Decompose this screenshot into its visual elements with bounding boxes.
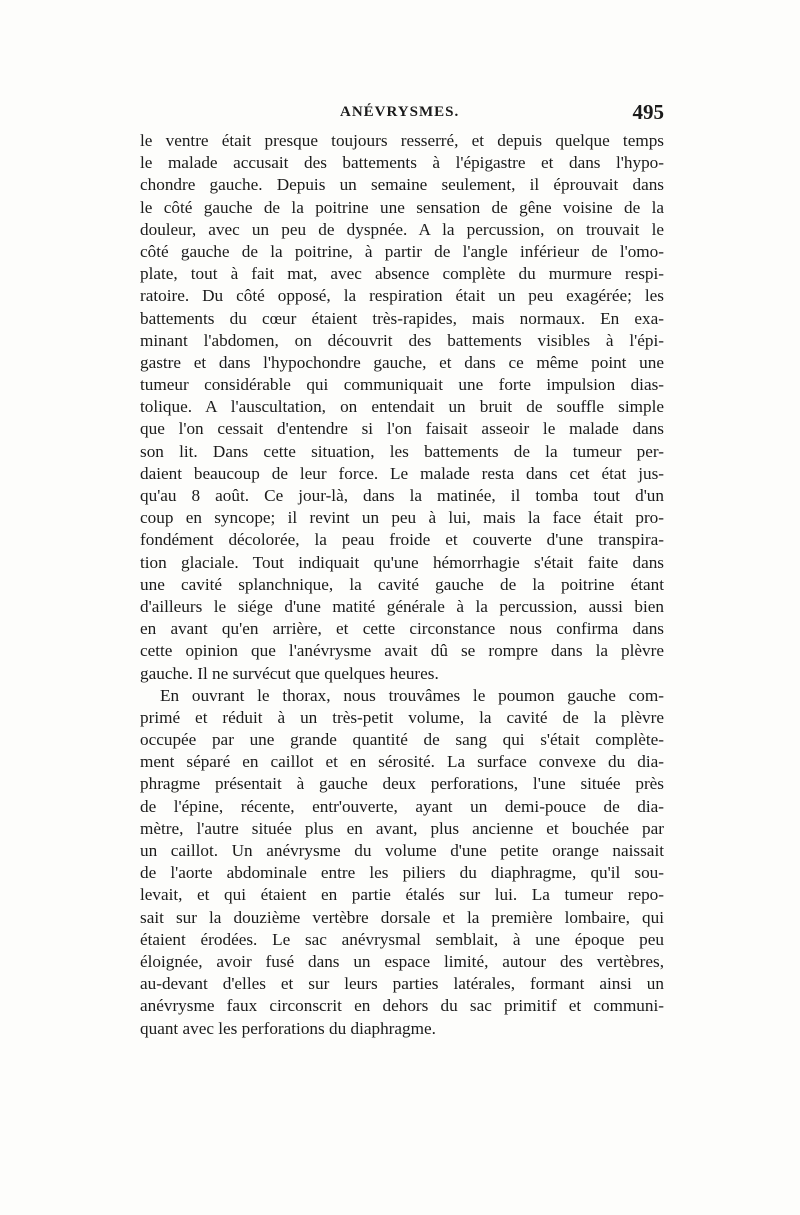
running-title: ANÉVRYSMES. (340, 104, 460, 120)
text-line: minant l'abdomen, on découvrit des battements visibles à l'épi- (140, 330, 664, 350)
text-line: étaient érodées. Le sac anévrysmal semblait, à une époque peu (140, 929, 664, 949)
text-line: anévrysme faux circonscrit en dehors du sac primitif et communi- (140, 996, 664, 1016)
body-text (140, 130, 664, 1040)
text-line: d'ailleurs le siége d'une matité générale à la percussion, aussi bien (140, 596, 664, 616)
text-line: battements du cœur étaient très-rapides, mais normaux. En exa- (140, 308, 664, 328)
text-line: coup en syncope; il revint un peu à lui, mais la face était pro- (140, 508, 664, 528)
text-line: un caillot. Un anévrysme du volume d'une petite orange naissait (140, 841, 664, 860)
text-line: douleur, avec un peu de dyspnée. A la percussion, on trouvait le (140, 219, 664, 239)
text-line: primé et réduit à un très-petit volume, la cavité de la plèvre (140, 707, 664, 727)
text-line: une cavité splanchnique, la cavité gauche de la poitrine étant (140, 574, 664, 594)
text-line: ratoire. Du côté opposé, la respiration était un peu exagérée; les (140, 286, 664, 306)
text-line: au-devant d'elles et sur leurs parties latérales, formant ainsi un (140, 974, 664, 994)
text-line: En ouvrant le thorax, nous trouvâmes le poumon gauche com- (160, 685, 664, 705)
text-line: gauche. Il ne survécut que quelques heures. (140, 663, 439, 683)
text-line: fondément décolorée, la peau froide et couverte d'une transpira- (140, 530, 664, 550)
text-line: sait sur la douzième vertèbre dorsale et la première lombaire, qui (140, 907, 664, 927)
text-line: le ventre était presque toujours resserré, et depuis quelque temps (140, 131, 664, 150)
text-line: daient beaucoup de leur force. Le malade resta dans cet état jus- (140, 463, 664, 483)
text-line: le malade accusait des battements à l'épigastre et dans l'hypo- (140, 153, 664, 173)
text-line: phragme présentait à gauche deux perforations, l'une située près (140, 774, 664, 794)
page-header (140, 100, 664, 128)
page-number: 495 (632, 100, 664, 124)
text-line: occupée par une grande quantité de sang qui s'était complète- (140, 730, 664, 750)
text-line: éloignée, avoir fusé dans un espace limité, autour des vertèbres, (140, 951, 664, 971)
text-line: tolique. A l'auscultation, on entendait un bruit de souffle simple (140, 397, 664, 417)
text-line: de l'épine, récente, entr'ouverte, ayant un demi-pouce de dia- (140, 796, 664, 816)
text-line: de l'aorte abdominale entre les piliers du diaphragme, qu'il sou- (140, 863, 664, 883)
text-line: qu'au 8 août. Ce jour-là, dans la matinée, il tomba tout d'un (140, 486, 664, 505)
text-line: cette opinion que l'anévrysme avait dû se rompre dans la plèvre (140, 641, 664, 661)
text-line: quant avec les perforations du diaphragme. (140, 1018, 436, 1038)
text-line: tumeur considérable qui communiquait une forte impulsion dias- (140, 375, 664, 395)
text-line: levait, et qui étaient en partie étalés sur lui. La tumeur repo- (140, 885, 664, 905)
text-line: le côté gauche de la poitrine une sensation de gêne voisine de la (140, 197, 664, 217)
text-line: chondre gauche. Depuis un semaine seulement, il éprouvait dans (140, 175, 664, 195)
text-line: mètre, l'autre située plus en avant, plus ancienne et bouchée par (140, 818, 664, 838)
text-line: en avant qu'en arrière, et cette circonstance nous confirma dans (140, 619, 664, 639)
text-line: ment séparé en caillot et en sérosité. La surface convexe du dia- (140, 752, 664, 772)
text-line: gastre et dans l'hypochondre gauche, et dans ce même point une (140, 352, 664, 372)
text-line: plate, tout à fait mat, avec absence complète du murmure respi- (140, 264, 664, 284)
text-line: son lit. Dans cette situation, les battements de la tumeur per- (140, 441, 664, 461)
text-line: tion glaciale. Tout indiquait qu'une hémorrhagie s'était faite dans (140, 552, 664, 572)
text-line: côté gauche de la poitrine, à partir de l'angle inférieur de l'omo- (140, 241, 664, 261)
text-line: que l'on cessait d'entendre si l'on faisait asseoir le malade dans (140, 419, 664, 439)
